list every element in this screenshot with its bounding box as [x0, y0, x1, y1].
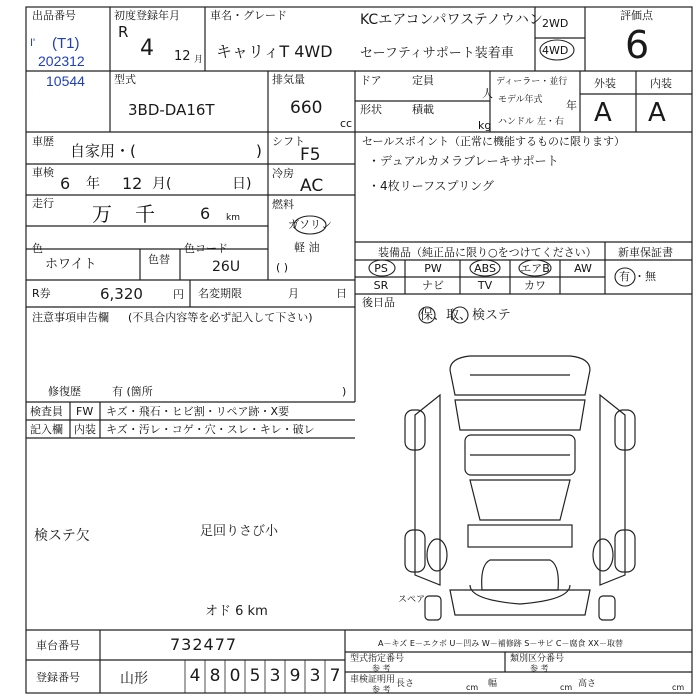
first-reg-label: 初度登録年月: [114, 9, 180, 22]
plate-digit: 8: [209, 666, 221, 686]
cc-unit: cc: [340, 117, 353, 130]
selling-points-title: セールスポイント（正常に機能するものに限ります）: [362, 135, 626, 148]
hand-note-2: 足回りさび小: [200, 524, 279, 539]
expiry-label: 名変期限: [198, 287, 242, 300]
warranty-no: ・無: [634, 270, 656, 283]
equip-navi: ナビ: [422, 279, 444, 292]
grade-text2: セーフティサポート装着車: [360, 46, 514, 61]
color-value: ホワイト: [45, 257, 97, 272]
shift-value: F5: [300, 145, 321, 165]
capacity-label: 定員: [412, 74, 434, 87]
plate-digit: 3: [269, 666, 281, 686]
mileage-sen: 千: [135, 202, 155, 226]
shape-label: 形状: [360, 103, 382, 116]
hand-note-3: オド 6 km: [205, 604, 268, 619]
expiry-month: 月: [288, 287, 299, 300]
reg-month: 12: [174, 49, 191, 64]
cert-ref: 参 考: [372, 685, 391, 694]
color-code-value: 26U: [212, 259, 241, 275]
class-number-label: 類別区分番号: [510, 654, 565, 664]
interior-label: 内装: [650, 77, 672, 90]
height-cm: cm: [672, 683, 685, 692]
recycle-unit: 円: [173, 288, 184, 301]
chassis-number: 732477: [170, 635, 238, 654]
mileage-value: 6: [200, 204, 211, 223]
car-name: キャリィT 4WD: [216, 42, 333, 61]
plate-digit: 7: [329, 666, 341, 686]
interior-note-label: 内装: [74, 423, 96, 436]
length-cm: cm: [466, 683, 479, 692]
displacement-value: 660: [290, 98, 323, 118]
chassis-label: 車台番号: [36, 639, 80, 652]
score-label: 評価点: [620, 9, 653, 22]
fuel-diesel: 軽 油: [294, 241, 320, 254]
handle-label: ハンドル 左・右: [498, 117, 564, 127]
ac-value: AC: [300, 176, 324, 196]
lot-number-line2: 202312: [38, 53, 85, 69]
fw-text: キズ・飛石・ヒビ割・リペア跡・X要: [106, 405, 290, 418]
insp-month-unit: 月(: [152, 176, 172, 192]
door-label: ドア: [360, 74, 382, 87]
equipment-title: 装備品（純正品に限り○をつけてください）: [378, 246, 597, 259]
color-change-label: 色替: [148, 253, 170, 266]
insp-year: 6: [60, 174, 71, 193]
drive-4wd: 4WD: [542, 44, 569, 57]
model-value: 3BD-DA16T: [128, 101, 215, 119]
era: R: [118, 23, 129, 41]
load-label: 積載: [412, 103, 434, 116]
selling-point-2: ・4枚リーフスプリング: [368, 179, 494, 193]
class-number-ref: 参 考: [530, 664, 549, 673]
color-code-label: 色コード: [184, 242, 228, 255]
equip-airbag: エアB: [520, 262, 550, 275]
selling-point-1: ・デュアルカメラブレーキサポート: [368, 154, 559, 168]
equip-abs: ABS: [474, 262, 496, 275]
plate-label: 登録番号: [36, 671, 80, 684]
year-unit: 年: [566, 99, 577, 112]
expiry-day: 日: [336, 287, 347, 300]
exterior-label: 外装: [594, 77, 616, 90]
plate-digit: 4: [189, 666, 201, 686]
persons-unit: 人: [482, 87, 493, 100]
recycle-label: R券: [32, 287, 51, 300]
type-number-label: 型式指定番号: [350, 654, 405, 664]
fuel-gasoline: ガソリン: [288, 218, 332, 231]
grade-text: KCエアコンパワステノウハン: [360, 12, 543, 28]
later-items-value: 保、取、検ステ: [420, 308, 511, 323]
exterior-grade: A: [594, 98, 612, 128]
spare-label: スペア: [398, 595, 426, 605]
notice-hint: (不具合内容等を必ず記入して下さい): [128, 311, 313, 324]
width-cm: cm: [560, 683, 573, 692]
equip-sr: SR: [373, 279, 389, 292]
ac-label: 冷房: [272, 167, 294, 180]
recycle-value: 6,320: [100, 285, 143, 303]
type-number-ref: 参 考: [372, 664, 391, 673]
plate-digit: 0: [229, 666, 241, 686]
equip-ps: PS: [374, 262, 388, 275]
notice-label: 注意事項申告欄: [32, 311, 109, 324]
cert-label: 車検証明用: [350, 675, 396, 685]
car-diagram: [405, 356, 635, 620]
shift-label: シフト: [272, 135, 305, 148]
model-label: 型式: [114, 73, 136, 86]
repair-close: ): [342, 385, 347, 398]
name-grade-label: 車名・グレード: [210, 9, 287, 22]
interior-grade: A: [648, 98, 666, 128]
lot-label: 出品番号: [32, 9, 76, 22]
plate-region: 山形: [120, 671, 148, 687]
lot-number-line1: (T1): [52, 35, 80, 52]
damage-legend: A－キズ E－エクボ U－凹み W－補修跡 S－サビ C－腐食 XX－取替: [378, 639, 624, 648]
insp-year-unit: 年: [86, 176, 100, 192]
drive-2wd: 2WD: [542, 17, 569, 30]
equip-leather: カワ: [524, 279, 546, 292]
plate-digit: 9: [289, 666, 301, 686]
reg-year: 4: [140, 36, 154, 61]
mileage-label: 走行: [32, 197, 54, 210]
km-unit: km: [226, 213, 240, 223]
fuel-label: 燃料: [272, 198, 294, 211]
use-value: 自家用・(: [70, 142, 136, 160]
score-value: 6: [625, 23, 650, 67]
fw-label: FW: [76, 405, 94, 418]
hand-note-1: 検ステ欠: [34, 528, 90, 544]
fuel-other: ( ): [276, 261, 289, 274]
color-label: 色: [32, 242, 43, 255]
lot-number-line3: 10544: [46, 73, 85, 89]
inspection-label: 車検: [32, 166, 54, 179]
equip-tv: TV: [477, 279, 493, 292]
use-label: 車歴: [32, 135, 54, 148]
kg-unit: kg: [478, 119, 492, 132]
height-label: 高さ: [578, 679, 597, 689]
equip-aw: AW: [574, 262, 592, 275]
inspector-label: 検査員: [30, 405, 63, 418]
interior-note-text: キズ・汚レ・コゲ・穴・スレ・キレ・破レ: [106, 423, 315, 436]
use-close: ): [256, 142, 262, 160]
insp-month: 12: [122, 174, 143, 193]
length-label: 長さ: [396, 679, 415, 689]
mileage-man: 万: [92, 202, 112, 226]
plate-digit: 3: [309, 666, 321, 686]
lot-prefix-mark: I': [30, 37, 36, 49]
repair-value: 有 (箇所: [112, 385, 153, 398]
later-items-label: 後日品: [362, 296, 395, 309]
displacement-label: 排気量: [272, 73, 305, 86]
repair-label: 修復歴: [48, 385, 81, 398]
dealer-label: ディーラー・並行: [496, 77, 568, 87]
warranty-label: 新車保証書: [618, 246, 673, 259]
width-label: 幅: [488, 679, 498, 689]
model-year-label: モデル年式: [498, 95, 543, 105]
reg-month-unit: 月: [194, 55, 204, 65]
entry-label: 記入欄: [30, 423, 63, 436]
insp-day-unit: 日): [232, 176, 252, 192]
equip-pw: PW: [424, 262, 442, 275]
warranty-yes: 有: [619, 270, 630, 283]
plate-digit: 5: [249, 666, 261, 686]
